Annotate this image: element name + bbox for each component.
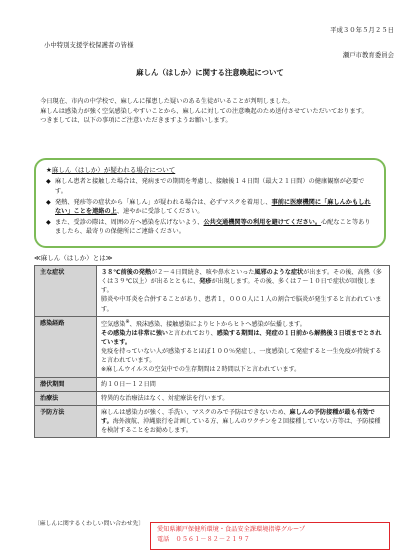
footnote-mark: ※ bbox=[125, 318, 130, 325]
prevention-vaccine: 麻しんの予防接種が最も有効です。 bbox=[101, 408, 375, 425]
prevention-advice: 海外渡航、沖縄旅行を計画している方、麻しんのワクチンを２回接種していない方等は、予防接種を検討することをお勧めします。 bbox=[101, 418, 381, 435]
sender-line: 瀬戸市教育委員会 bbox=[342, 51, 394, 59]
contact-note: 〔麻しんに関するくわしい問い合わせ先〕 bbox=[34, 521, 145, 527]
measles-info-table bbox=[34, 265, 390, 438]
row-content-symptoms bbox=[97, 266, 390, 317]
symptom-text: が出現します。その後、多くは７～１０日で症状が回復します。 bbox=[101, 278, 376, 295]
contact-office: 愛知県瀬戸保健所環境・食品安全課環境指導グループ bbox=[157, 526, 306, 533]
table-row bbox=[35, 391, 390, 405]
row-label-transmission: 感染経路 bbox=[35, 316, 97, 377]
notice-item bbox=[46, 218, 374, 237]
transmission-period: 感染する期間は、発症の１日前から解熱後３日頃までとされています。 bbox=[101, 329, 382, 347]
notice-item-3c: 心配なこと等ありましたら、最寄りの保健所にご連絡ください。 bbox=[55, 218, 371, 235]
transmission-text: と言われており、 bbox=[168, 329, 217, 337]
table-row bbox=[35, 405, 390, 437]
notice-item-2a: 発熱、発疹等の症状から「麻しん」が疑われる場合は、必ずマスクを着用し、 bbox=[55, 198, 272, 206]
row-label-prevention: 予防方法 bbox=[35, 405, 97, 437]
table-row bbox=[35, 316, 390, 377]
transmission-text: 、飛沫感染、接触感染によりヒトからヒトへ感染が伝播します。 bbox=[129, 320, 306, 328]
notice-heading bbox=[46, 166, 374, 175]
intro-paragraph-2: 麻しんは感染力が強く空気感染しやすいことから、麻しんに対しての注意喚起のため送付させていただいております。 bbox=[40, 107, 368, 115]
symptom-fever: ３８℃前後の発熱 bbox=[101, 269, 152, 276]
table-row bbox=[35, 266, 390, 317]
row-label-incubation: 潜伏期間 bbox=[35, 377, 97, 391]
symptom-complications: 肺炎や中耳炎を合併することがあり、患者１，０００人に１人の割合で脳炎が発生すると言われています。 bbox=[101, 296, 382, 313]
contact-box bbox=[150, 522, 390, 550]
recipient-line: 小中特別支援学校保護者の皆様 bbox=[44, 41, 134, 49]
transmission-airborne: 空気感染 bbox=[101, 320, 126, 328]
symptom-text: が２～４日間続き、咳や鼻水といった bbox=[151, 269, 255, 276]
diamond-bullet-icon: ◆ bbox=[46, 218, 51, 226]
symptom-cold: 風邪のような症状 bbox=[254, 269, 304, 276]
row-content-incubation: 約１０日～１２日間 bbox=[97, 377, 390, 391]
row-content-treatment: 特異的な治療法はなく、対症療法を行います。 bbox=[97, 391, 390, 405]
notice-item bbox=[46, 198, 374, 217]
table-row bbox=[35, 377, 390, 391]
document-title: 麻しん（はしか）に関する注意喚起について bbox=[136, 68, 284, 77]
row-label-treatment: 治療法 bbox=[35, 391, 97, 405]
notice-item-1-text: 麻しん患者と接触した場合は、発病までの期間を考慮し、接触後１４日間（最大２１日間）の健康観察が必要です。 bbox=[55, 178, 365, 195]
diamond-bullet-icon: ◆ bbox=[46, 178, 51, 186]
intro-paragraph-1: 今日現在、市内の中学校で、麻しんに罹患した疑いのある生徒がいることが判明しました。 bbox=[40, 98, 294, 105]
diamond-bullet-icon: ◆ bbox=[46, 198, 51, 206]
symptom-rash: 発疹 bbox=[199, 278, 212, 286]
transmission-immunity: 免疫を持っていない人が感染するとほぼ１００％発症し、一度感染して発症すると一生免疫が持続すると言われています。 bbox=[101, 348, 382, 365]
section-title: ≪麻しん（はしか）とは≫ bbox=[34, 254, 113, 262]
notice-heading-text: 麻しん（はしか）が疑われる場合について bbox=[51, 166, 176, 174]
row-label-symptoms: 主な症状 bbox=[35, 266, 97, 317]
symptom-text: が出ます。その後、高熱（多くは３９℃以上）が出るとともに、 bbox=[101, 269, 382, 286]
notice-item-2c: 、速やかに受診してください。 bbox=[116, 207, 204, 215]
notice-item-3-emphasis: 公共交通機関等の利用を避けてください。 bbox=[203, 218, 322, 226]
notice-box bbox=[34, 158, 386, 248]
notice-list bbox=[46, 177, 374, 236]
notice-item-3a: また、受診の際は、周囲の方へ感染を広げないよう、 bbox=[55, 218, 204, 226]
transmission-strong: その感染力は非常に強い bbox=[101, 329, 169, 337]
star-icon: ★ bbox=[46, 166, 52, 174]
transmission-footnote: ※麻しんウイルスの空気中での生存期間は２時間以下と言われています。 bbox=[101, 366, 301, 374]
intro-paragraph-3: つきましては、以下の事項にご注意いただきますようお願いします。 bbox=[40, 117, 232, 125]
row-content-prevention bbox=[97, 405, 390, 437]
contact-phone: 電話 ０５６１－８２－２１９７ bbox=[157, 535, 250, 543]
document-date: 平成３０年５月２５日 bbox=[330, 26, 394, 34]
intro-text bbox=[34, 97, 394, 126]
notice-item-2-emphasis: 事前に医療機関に「麻しんかもしれない」ことを連絡の上 bbox=[55, 198, 371, 215]
prevention-text: 麻しんは感染力が強く、手洗い、マスクのみで予防はできないため、 bbox=[101, 408, 290, 416]
notice-item bbox=[46, 177, 374, 196]
row-content-transmission bbox=[97, 316, 390, 377]
